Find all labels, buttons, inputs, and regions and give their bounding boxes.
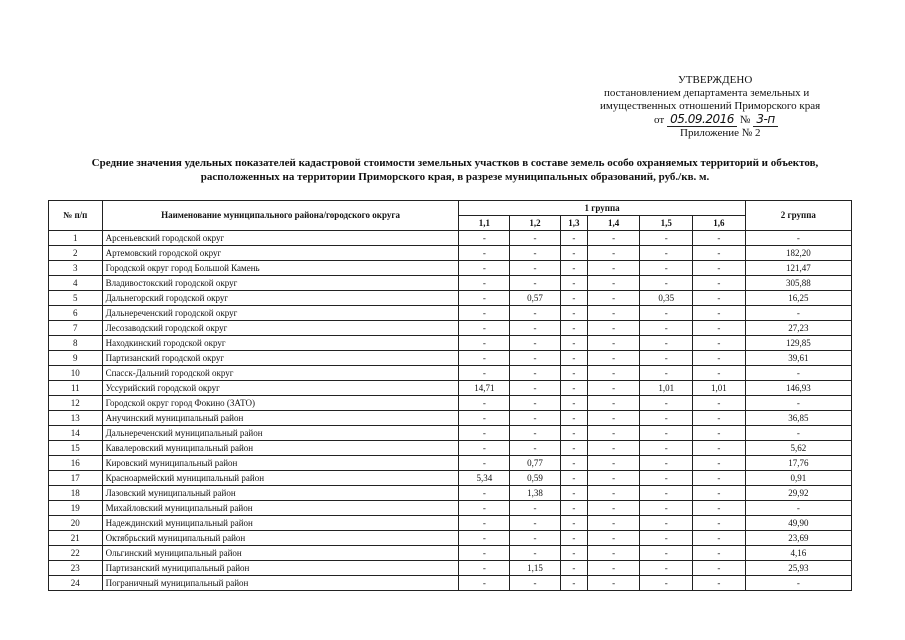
header-sub-1-1: 1,1 bbox=[459, 216, 510, 231]
group1-value-cell: - bbox=[587, 246, 640, 261]
group2-value-cell: 4,16 bbox=[745, 546, 851, 561]
group2-value-cell: 121,47 bbox=[745, 261, 851, 276]
municipality-name: Кавалеровский муниципальный район bbox=[102, 441, 459, 456]
group1-value-cell: - bbox=[587, 396, 640, 411]
row-number: 8 bbox=[49, 336, 103, 351]
group1-value-cell: - bbox=[560, 351, 587, 366]
group1-value-cell: - bbox=[459, 231, 510, 246]
group2-value-cell: 23,69 bbox=[745, 531, 851, 546]
table-body bbox=[49, 231, 852, 591]
group1-value-cell: - bbox=[693, 456, 746, 471]
group1-value-cell: - bbox=[459, 321, 510, 336]
group1-value-cell: - bbox=[587, 486, 640, 501]
header-sub-1-6: 1,6 bbox=[693, 216, 746, 231]
handwritten-number: 3-п bbox=[753, 113, 777, 127]
group1-value-cell: - bbox=[587, 291, 640, 306]
group1-value-cell: - bbox=[587, 576, 640, 591]
group1-value-cell: - bbox=[560, 246, 587, 261]
group1-value-cell: - bbox=[560, 441, 587, 456]
municipality-name: Михайловский муниципальный район bbox=[102, 501, 459, 516]
group1-value-cell: - bbox=[560, 306, 587, 321]
group1-value-cell: - bbox=[587, 336, 640, 351]
municipality-name: Пограничный муниципальный район bbox=[102, 576, 459, 591]
row-number: 21 bbox=[49, 531, 103, 546]
table-row bbox=[49, 516, 852, 531]
table-row bbox=[49, 306, 852, 321]
row-number: 19 bbox=[49, 501, 103, 516]
approval-title: УТВЕРЖДЕНО bbox=[678, 74, 753, 86]
table-row bbox=[49, 411, 852, 426]
group1-value-cell: - bbox=[510, 501, 561, 516]
row-number: 16 bbox=[49, 456, 103, 471]
approval-line-2: имущественных отношений Приморского края bbox=[600, 100, 821, 112]
group1-value-cell: - bbox=[693, 486, 746, 501]
group1-value-cell: - bbox=[560, 261, 587, 276]
group2-value-cell: 146,93 bbox=[745, 381, 851, 396]
municipality-name: Дальнегорский городской округ bbox=[102, 291, 459, 306]
row-number: 6 bbox=[49, 306, 103, 321]
heading-line-1: Средние значения удельных показателей кадастровой стоимости земельных участков в составе земель особо охраняемых территорий и объектов, bbox=[91, 157, 819, 169]
group1-value-cell: 1,38 bbox=[510, 486, 561, 501]
group1-value-cell: - bbox=[510, 576, 561, 591]
group1-value-cell: - bbox=[693, 291, 746, 306]
group2-value-cell: - bbox=[745, 366, 851, 381]
group1-value-cell: - bbox=[640, 261, 693, 276]
group1-value-cell: - bbox=[693, 441, 746, 456]
group1-value-cell: 0,59 bbox=[510, 471, 561, 486]
table-row bbox=[49, 231, 852, 246]
number-prefix: № bbox=[739, 113, 751, 126]
group1-value-cell: - bbox=[640, 546, 693, 561]
group2-value-cell: 29,92 bbox=[745, 486, 851, 501]
table-row bbox=[49, 561, 852, 576]
group1-value-cell: - bbox=[459, 531, 510, 546]
group1-value-cell: - bbox=[640, 366, 693, 381]
group2-value-cell: - bbox=[745, 501, 851, 516]
group1-value-cell: - bbox=[640, 396, 693, 411]
group1-value-cell: - bbox=[459, 426, 510, 441]
group1-value-cell: - bbox=[693, 546, 746, 561]
group1-value-cell: - bbox=[560, 501, 587, 516]
municipality-name: Лазовский муниципальный район bbox=[102, 486, 459, 501]
table-row bbox=[49, 501, 852, 516]
municipality-name: Партизанский муниципальный район bbox=[102, 561, 459, 576]
group1-value-cell: - bbox=[640, 336, 693, 351]
municipality-name: Красноармейский муниципальный район bbox=[102, 471, 459, 486]
group2-value-cell: 5,62 bbox=[745, 441, 851, 456]
group1-value-cell: - bbox=[587, 261, 640, 276]
group1-value-cell: - bbox=[587, 501, 640, 516]
group1-value-cell: - bbox=[693, 306, 746, 321]
group1-value-cell: - bbox=[510, 396, 561, 411]
table-row bbox=[49, 456, 852, 471]
approval-line-1: постановлением департамента земельных и bbox=[604, 87, 810, 99]
municipality-name: Дальнереченский муниципальный район bbox=[102, 426, 459, 441]
group1-value-cell: - bbox=[459, 306, 510, 321]
group1-value-cell: - bbox=[587, 306, 640, 321]
municipality-name: Лесозаводский городской округ bbox=[102, 321, 459, 336]
group1-value-cell: - bbox=[693, 276, 746, 291]
group1-value-cell: - bbox=[459, 396, 510, 411]
group1-value-cell: - bbox=[587, 366, 640, 381]
table-row bbox=[49, 246, 852, 261]
group1-value-cell: - bbox=[640, 561, 693, 576]
group1-value-cell: - bbox=[693, 231, 746, 246]
group1-value-cell: - bbox=[693, 516, 746, 531]
group1-value-cell: - bbox=[560, 396, 587, 411]
group1-value-cell: - bbox=[640, 516, 693, 531]
group1-value-cell: - bbox=[693, 396, 746, 411]
group1-value-cell: - bbox=[640, 456, 693, 471]
row-number: 14 bbox=[49, 426, 103, 441]
group2-value-cell: - bbox=[745, 306, 851, 321]
group1-value-cell: - bbox=[640, 486, 693, 501]
row-number: 20 bbox=[49, 516, 103, 531]
table-row bbox=[49, 426, 852, 441]
group1-value-cell: - bbox=[510, 441, 561, 456]
appendix-label: Приложение № 2 bbox=[680, 127, 761, 139]
group1-value-cell: - bbox=[587, 426, 640, 441]
table-row bbox=[49, 276, 852, 291]
group1-value-cell: - bbox=[560, 426, 587, 441]
group1-value-cell: - bbox=[587, 351, 640, 366]
row-number: 11 bbox=[49, 381, 103, 396]
group1-value-cell: - bbox=[510, 321, 561, 336]
header-group-2: 2 группа bbox=[745, 201, 851, 231]
group1-value-cell: - bbox=[640, 276, 693, 291]
group1-value-cell: - bbox=[587, 531, 640, 546]
group1-value-cell: - bbox=[459, 561, 510, 576]
municipality-name: Надеждинский муниципальный район bbox=[102, 516, 459, 531]
group1-value-cell: - bbox=[459, 546, 510, 561]
group1-value-cell: - bbox=[510, 546, 561, 561]
group1-value-cell: 14,71 bbox=[459, 381, 510, 396]
header-group-1: 1 группа bbox=[459, 201, 745, 216]
group1-value-cell: - bbox=[640, 246, 693, 261]
group2-value-cell: 36,85 bbox=[745, 411, 851, 426]
group1-value-cell: - bbox=[459, 351, 510, 366]
row-number: 15 bbox=[49, 441, 103, 456]
row-number: 22 bbox=[49, 546, 103, 561]
group1-value-cell: - bbox=[459, 411, 510, 426]
group1-value-cell: - bbox=[587, 231, 640, 246]
header-sub-1-2: 1,2 bbox=[510, 216, 561, 231]
group1-value-cell: - bbox=[459, 576, 510, 591]
group1-value-cell: - bbox=[693, 531, 746, 546]
row-number: 4 bbox=[49, 276, 103, 291]
group1-value-cell: 0,77 bbox=[510, 456, 561, 471]
group1-value-cell: - bbox=[560, 381, 587, 396]
document-heading bbox=[60, 156, 850, 184]
row-number: 5 bbox=[49, 291, 103, 306]
header-row-top bbox=[49, 201, 852, 216]
row-number: 13 bbox=[49, 411, 103, 426]
group1-value-cell: - bbox=[693, 426, 746, 441]
group1-value-cell: - bbox=[459, 441, 510, 456]
group2-value-cell: 16,25 bbox=[745, 291, 851, 306]
municipality-name: Анучинский муниципальный район bbox=[102, 411, 459, 426]
group1-value-cell: - bbox=[510, 426, 561, 441]
table-row bbox=[49, 486, 852, 501]
municipality-name: Уссурийский городской округ bbox=[102, 381, 459, 396]
group1-value-cell: - bbox=[693, 321, 746, 336]
group1-value-cell: - bbox=[560, 471, 587, 486]
group1-value-cell: - bbox=[560, 276, 587, 291]
group1-value-cell: - bbox=[560, 231, 587, 246]
group2-value-cell: - bbox=[745, 396, 851, 411]
group1-value-cell: - bbox=[510, 351, 561, 366]
group1-value-cell: - bbox=[459, 276, 510, 291]
group2-value-cell: 27,23 bbox=[745, 321, 851, 336]
group1-value-cell: - bbox=[693, 246, 746, 261]
table-row bbox=[49, 261, 852, 276]
group1-value-cell: 0,35 bbox=[640, 291, 693, 306]
municipality-name: Арсеньевский городской округ bbox=[102, 231, 459, 246]
table-row bbox=[49, 366, 852, 381]
table-row bbox=[49, 396, 852, 411]
table-row bbox=[49, 546, 852, 561]
group1-value-cell: - bbox=[459, 291, 510, 306]
group1-value-cell: - bbox=[459, 336, 510, 351]
table-row bbox=[49, 291, 852, 306]
group1-value-cell: - bbox=[510, 246, 561, 261]
group1-value-cell: - bbox=[587, 411, 640, 426]
group1-value-cell: - bbox=[459, 246, 510, 261]
header-sub-1-5: 1,5 bbox=[640, 216, 693, 231]
group1-value-cell: - bbox=[510, 516, 561, 531]
group1-value-cell: - bbox=[640, 471, 693, 486]
group1-value-cell: - bbox=[560, 366, 587, 381]
group1-value-cell: - bbox=[459, 486, 510, 501]
group1-value-cell: - bbox=[640, 351, 693, 366]
municipality-name: Дальнереченский городской округ bbox=[102, 306, 459, 321]
group1-value-cell: 1,01 bbox=[640, 381, 693, 396]
group1-value-cell: - bbox=[560, 321, 587, 336]
row-number: 24 bbox=[49, 576, 103, 591]
group1-value-cell: - bbox=[693, 351, 746, 366]
group1-value-cell: - bbox=[640, 411, 693, 426]
group1-value-cell: - bbox=[560, 576, 587, 591]
group1-value-cell: - bbox=[560, 486, 587, 501]
group1-value-cell: - bbox=[510, 261, 561, 276]
group1-value-cell: - bbox=[693, 366, 746, 381]
municipality-name: Владивостокский городской округ bbox=[102, 276, 459, 291]
table-row bbox=[49, 576, 852, 591]
table-row bbox=[49, 381, 852, 396]
row-number: 12 bbox=[49, 396, 103, 411]
group1-value-cell: - bbox=[587, 276, 640, 291]
group1-value-cell: - bbox=[459, 366, 510, 381]
group2-value-cell: - bbox=[745, 576, 851, 591]
group2-value-cell: - bbox=[745, 426, 851, 441]
group1-value-cell: - bbox=[459, 516, 510, 531]
group1-value-cell: - bbox=[693, 471, 746, 486]
municipality-name: Городской округ город Большой Камень bbox=[102, 261, 459, 276]
group2-value-cell: - bbox=[745, 231, 851, 246]
group1-value-cell: - bbox=[459, 501, 510, 516]
group1-value-cell: - bbox=[587, 441, 640, 456]
group1-value-cell: - bbox=[560, 561, 587, 576]
group1-value-cell: - bbox=[587, 546, 640, 561]
group1-value-cell: - bbox=[510, 531, 561, 546]
municipality-name: Октябрьский муниципальный район bbox=[102, 531, 459, 546]
row-number: 3 bbox=[49, 261, 103, 276]
group2-value-cell: 129,85 bbox=[745, 336, 851, 351]
table-row bbox=[49, 471, 852, 486]
table-row bbox=[49, 441, 852, 456]
group1-value-cell: - bbox=[510, 231, 561, 246]
group1-value-cell: - bbox=[640, 531, 693, 546]
group1-value-cell: - bbox=[560, 336, 587, 351]
group1-value-cell: - bbox=[587, 321, 640, 336]
table-row bbox=[49, 351, 852, 366]
group1-value-cell: - bbox=[640, 576, 693, 591]
group2-value-cell: 25,93 bbox=[745, 561, 851, 576]
approval-date-line bbox=[600, 113, 840, 127]
group1-value-cell: - bbox=[640, 321, 693, 336]
row-number: 1 bbox=[49, 231, 103, 246]
table-row bbox=[49, 531, 852, 546]
date-prefix: от bbox=[654, 113, 665, 126]
group1-value-cell: - bbox=[693, 261, 746, 276]
group1-value-cell: - bbox=[693, 411, 746, 426]
group1-value-cell: - bbox=[693, 501, 746, 516]
table-row bbox=[49, 321, 852, 336]
group1-value-cell: 1,01 bbox=[693, 381, 746, 396]
group1-value-cell: - bbox=[510, 381, 561, 396]
municipality-name: Партизанский городской округ bbox=[102, 351, 459, 366]
group2-value-cell: 305,88 bbox=[745, 276, 851, 291]
header-sub-1-3: 1,3 bbox=[560, 216, 587, 231]
group2-value-cell: 17,76 bbox=[745, 456, 851, 471]
group1-value-cell: - bbox=[560, 456, 587, 471]
group1-value-cell: - bbox=[640, 426, 693, 441]
group1-value-cell: - bbox=[640, 501, 693, 516]
group1-value-cell: - bbox=[510, 276, 561, 291]
group1-value-cell: - bbox=[510, 366, 561, 381]
group1-value-cell: - bbox=[640, 306, 693, 321]
row-number: 2 bbox=[49, 246, 103, 261]
row-number: 18 bbox=[49, 486, 103, 501]
group1-value-cell: - bbox=[459, 456, 510, 471]
municipality-name: Находкинский городской округ bbox=[102, 336, 459, 351]
group1-value-cell: - bbox=[510, 306, 561, 321]
group1-value-cell: - bbox=[560, 411, 587, 426]
row-number: 17 bbox=[49, 471, 103, 486]
group1-value-cell: - bbox=[693, 336, 746, 351]
row-number: 9 bbox=[49, 351, 103, 366]
row-number: 7 bbox=[49, 321, 103, 336]
group2-value-cell: 0,91 bbox=[745, 471, 851, 486]
group1-value-cell: - bbox=[693, 561, 746, 576]
group1-value-cell: - bbox=[560, 291, 587, 306]
cadastral-value-table bbox=[48, 200, 852, 591]
row-number: 23 bbox=[49, 561, 103, 576]
municipality-name: Ольгинский муниципальный район bbox=[102, 546, 459, 561]
group1-value-cell: - bbox=[587, 381, 640, 396]
group1-value-cell: - bbox=[587, 516, 640, 531]
group1-value-cell: 5,34 bbox=[459, 471, 510, 486]
group1-value-cell: - bbox=[693, 576, 746, 591]
municipality-name: Кировский муниципальный район bbox=[102, 456, 459, 471]
group1-value-cell: - bbox=[640, 231, 693, 246]
group1-value-cell: - bbox=[560, 531, 587, 546]
group1-value-cell: 0,57 bbox=[510, 291, 561, 306]
municipality-name: Городской округ город Фокино (ЗАТО) bbox=[102, 396, 459, 411]
group1-value-cell: - bbox=[587, 561, 640, 576]
approval-stamp bbox=[600, 74, 840, 140]
group2-value-cell: 49,90 bbox=[745, 516, 851, 531]
group2-value-cell: 39,61 bbox=[745, 351, 851, 366]
header-num: № п/п bbox=[49, 201, 103, 231]
table-row bbox=[49, 336, 852, 351]
heading-line-2: расположенных на территории Приморского края, в разрезе муниципальных образований, руб./кв. м. bbox=[200, 171, 710, 183]
group1-value-cell: - bbox=[587, 456, 640, 471]
group1-value-cell: - bbox=[560, 546, 587, 561]
municipality-name: Артемовский городской округ bbox=[102, 246, 459, 261]
group1-value-cell: - bbox=[560, 516, 587, 531]
group1-value-cell: - bbox=[510, 336, 561, 351]
header-name: Наименование муниципального района/городского округа bbox=[102, 201, 459, 231]
row-number: 10 bbox=[49, 366, 103, 381]
handwritten-date: 05.09.2016 bbox=[667, 113, 737, 127]
group2-value-cell: 182,20 bbox=[745, 246, 851, 261]
group1-value-cell: - bbox=[459, 261, 510, 276]
group1-value-cell: 1,15 bbox=[510, 561, 561, 576]
group1-value-cell: - bbox=[640, 441, 693, 456]
header-sub-1-4: 1,4 bbox=[587, 216, 640, 231]
group1-value-cell: - bbox=[587, 471, 640, 486]
municipality-name: Спасск-Дальний городской округ bbox=[102, 366, 459, 381]
group1-value-cell: - bbox=[510, 411, 561, 426]
